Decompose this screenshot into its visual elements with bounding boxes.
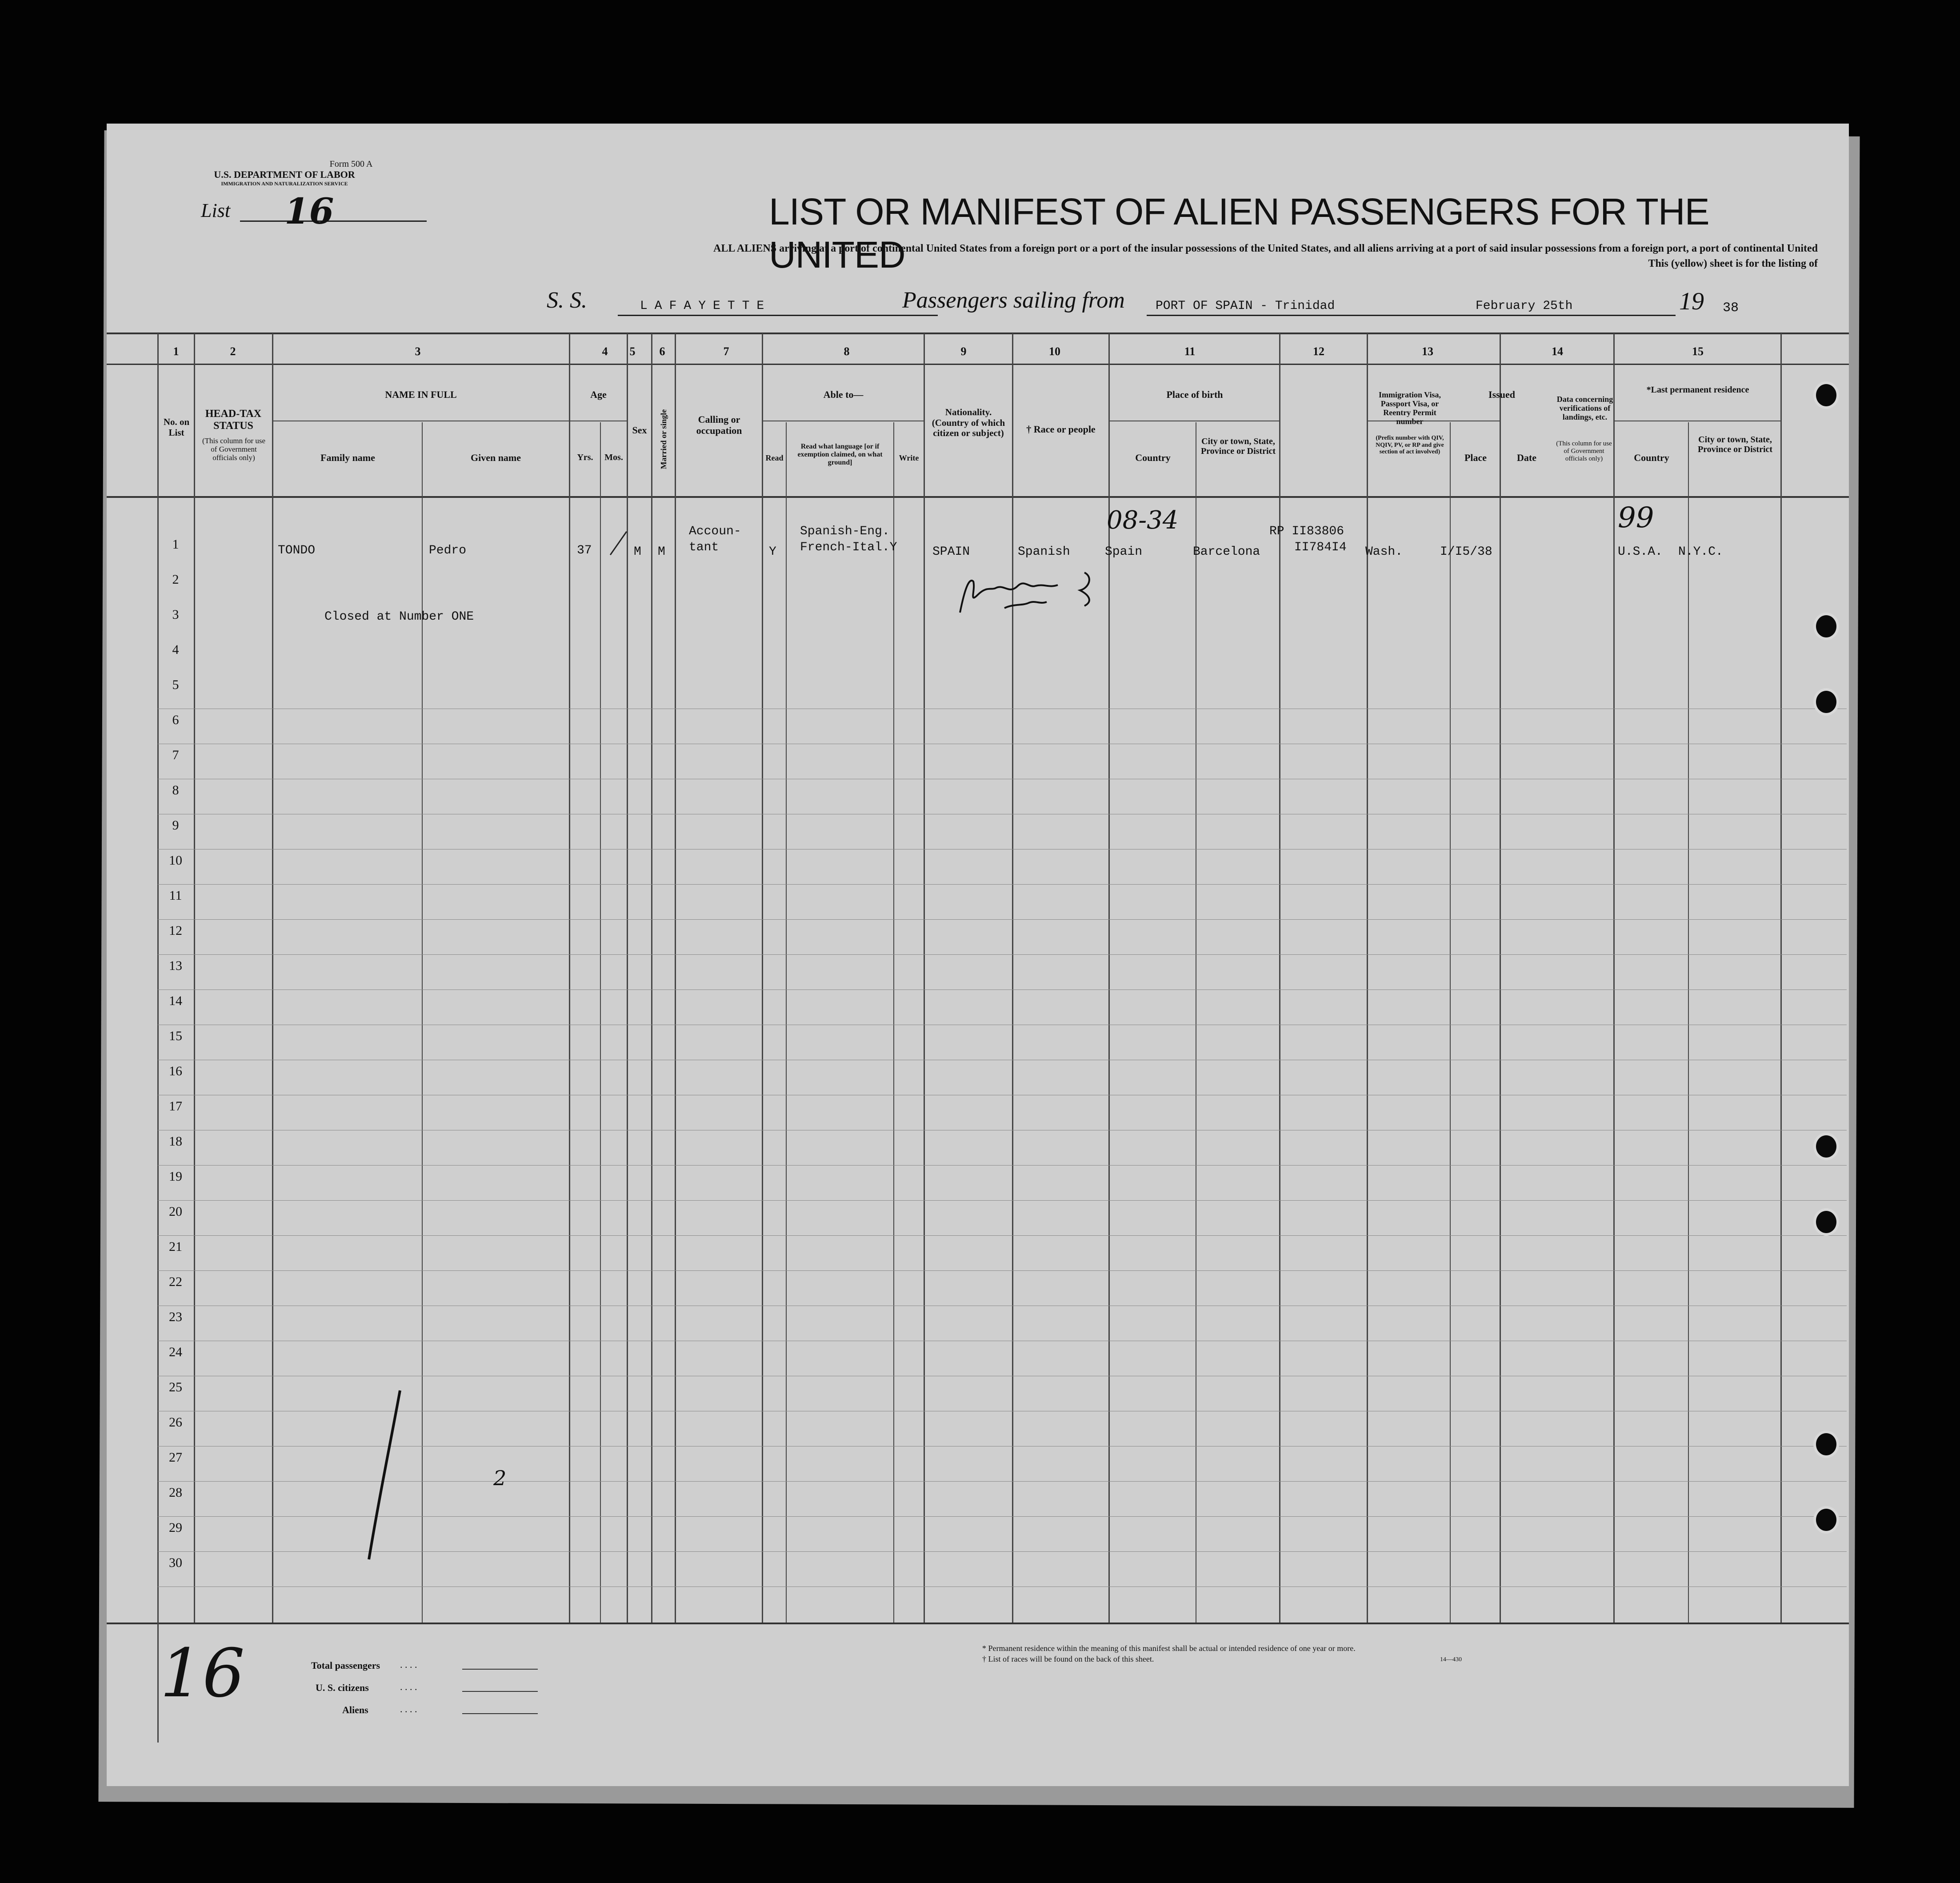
entry-occupation-line2: tant bbox=[689, 541, 719, 554]
row-number: 14 bbox=[169, 994, 182, 1008]
row-number: 16 bbox=[169, 1064, 182, 1078]
header-mos: Mos. bbox=[604, 453, 623, 462]
footnote-races: † List of races will be found on the back of this sheet. bbox=[982, 1655, 1154, 1663]
row-rule bbox=[158, 1200, 1847, 1201]
header-read: Read bbox=[765, 453, 784, 462]
aliens-dots: . . . . bbox=[400, 1703, 417, 1715]
aliens-line bbox=[462, 1713, 538, 1714]
manifest-subtitle-1: ALL ALIENS arriving at a port of continental United States from a foreign port or a port of the insular possessions of the United States, and all aliens arriving at a port of said insular possessions from a foreign port, a port of continental United bbox=[713, 243, 1818, 254]
col-divider bbox=[893, 422, 894, 1623]
sailing-label: Passengers sailing from bbox=[902, 288, 1125, 313]
row-number: 18 bbox=[169, 1134, 182, 1149]
entry-given-name: Pedro bbox=[429, 544, 467, 557]
handwritten-page-number: 16 bbox=[160, 1635, 245, 1712]
header-married-or-single: Married or single bbox=[659, 409, 668, 469]
handwritten-signature bbox=[951, 564, 1120, 626]
header-place-of-birth: Place of birth bbox=[1166, 389, 1223, 400]
col-number-12: 12 bbox=[1313, 345, 1324, 358]
header-family-name: Family name bbox=[320, 452, 375, 463]
aliens-label: Aliens bbox=[342, 1704, 368, 1715]
punch-hole bbox=[1813, 688, 1839, 716]
us-citizens-dots: . . . . bbox=[400, 1681, 417, 1692]
punch-hole bbox=[1813, 613, 1839, 640]
row-number: 20 bbox=[169, 1204, 182, 1219]
row-number: 26 bbox=[169, 1415, 182, 1430]
column-number-rule bbox=[107, 364, 1849, 365]
header-issued-date: Date bbox=[1517, 452, 1536, 463]
header-head-tax: HEAD-TAX STATUS bbox=[205, 408, 262, 432]
entry-visa-line2: II784I4 bbox=[1294, 541, 1347, 554]
handwritten-residence-mark: 99 bbox=[1618, 501, 1654, 534]
col-divider bbox=[675, 333, 676, 1623]
row-number: 11 bbox=[169, 888, 182, 903]
row-number: 22 bbox=[169, 1274, 182, 1289]
col-divider bbox=[600, 422, 601, 1623]
punch-hole bbox=[1813, 1506, 1839, 1534]
row-number: 28 bbox=[169, 1485, 182, 1500]
handwritten-birth-mark: 08-34 bbox=[1107, 506, 1179, 535]
manifest-title: LIST OR MANIFEST OF ALIEN PASSENGERS FOR THE UNITED bbox=[769, 191, 1709, 276]
footnote-residence: * Permanent residence within the meaning of this manifest shall be actual or intended residence of one year or more. bbox=[982, 1644, 1356, 1653]
col-divider bbox=[1780, 333, 1782, 1623]
header-read-language: Read what language [or if exemption claimed, on what ground] bbox=[797, 443, 883, 466]
col-divider bbox=[1500, 333, 1501, 1623]
row-rule bbox=[158, 1235, 1847, 1236]
age-months-tick bbox=[610, 531, 627, 555]
row-rule bbox=[158, 884, 1847, 885]
row-number: 5 bbox=[172, 677, 179, 692]
total-passengers-dots: . . . . bbox=[400, 1659, 417, 1670]
col-divider bbox=[569, 333, 570, 1623]
col-divider bbox=[1012, 333, 1013, 1623]
row-number: 10 bbox=[169, 853, 182, 868]
header-calling: Calling or occupation bbox=[696, 414, 742, 436]
col-divider bbox=[1613, 333, 1615, 1623]
row-number: 6 bbox=[172, 713, 179, 727]
entry-language-line1: Spanish-Eng. bbox=[800, 525, 890, 538]
col-divider bbox=[786, 422, 787, 1623]
entry-family-name: TONDO bbox=[278, 544, 316, 557]
col-number-6: 6 bbox=[659, 345, 665, 358]
row-number: 25 bbox=[169, 1380, 182, 1394]
row-number: 12 bbox=[169, 923, 182, 938]
header-age: Age bbox=[590, 389, 607, 400]
punch-hole bbox=[1813, 381, 1839, 409]
row-number: 13 bbox=[169, 958, 182, 973]
col-divider bbox=[422, 422, 423, 1623]
header-yrs: Yrs. bbox=[577, 453, 593, 462]
header-residence-city: City or town, State, Province or District bbox=[1697, 435, 1773, 455]
form-code: 14—430 bbox=[1440, 1656, 1462, 1663]
col-divider bbox=[924, 333, 925, 1623]
list-label: List bbox=[201, 200, 231, 221]
entry-occupation-line1: Accoun- bbox=[689, 525, 741, 538]
col-number-2: 2 bbox=[230, 345, 236, 358]
row-rule bbox=[158, 919, 1847, 920]
col-number-3: 3 bbox=[415, 345, 421, 358]
row-rule bbox=[158, 954, 1847, 955]
col-number-8: 8 bbox=[844, 345, 850, 358]
col-number-14: 14 bbox=[1552, 345, 1563, 358]
row-rule bbox=[158, 1165, 1847, 1166]
row-number: 29 bbox=[169, 1520, 182, 1535]
total-passengers-label: Total passengers bbox=[311, 1660, 380, 1671]
row-number: 30 bbox=[169, 1555, 182, 1570]
header-residence-country: Country bbox=[1634, 452, 1669, 463]
header-visa: Immigration Visa, Passport Visa, or Reentry Permit number bbox=[1378, 390, 1441, 426]
row-rule bbox=[158, 1481, 1847, 1482]
entry-birth-city: Barcelona bbox=[1193, 545, 1260, 559]
col-number-9: 9 bbox=[960, 345, 967, 358]
entry-read: Y bbox=[769, 545, 776, 559]
header-issued-place: Place bbox=[1464, 452, 1487, 463]
row-number: 27 bbox=[169, 1450, 182, 1465]
punch-hole bbox=[1813, 1133, 1839, 1160]
col-number-15: 15 bbox=[1692, 345, 1704, 358]
closed-note: Closed at Number ONE bbox=[324, 610, 474, 624]
entry-sex: M bbox=[634, 545, 641, 559]
header-write: Write bbox=[899, 453, 919, 462]
entry-birth-country: Spain bbox=[1105, 545, 1143, 559]
header-issued: Issued bbox=[1488, 389, 1515, 400]
entry-residence-city: N.Y.C. bbox=[1678, 545, 1723, 559]
entry-race: Spanish bbox=[1018, 545, 1070, 559]
header-visa-note: (Prefix number with QIV, NQIV, PV, or RP and give section of act involved) bbox=[1376, 435, 1444, 456]
col-divider bbox=[157, 333, 159, 1743]
row-number: 9 bbox=[172, 818, 179, 833]
entry-issued-date: I/I5/38 bbox=[1440, 545, 1492, 559]
row-number: 2 bbox=[172, 572, 179, 587]
row-number: 19 bbox=[169, 1169, 182, 1184]
header-no-on-list: No. on List bbox=[163, 417, 190, 438]
row-number: 4 bbox=[172, 642, 179, 657]
entry-age-years: 37 bbox=[577, 544, 592, 557]
col-divider bbox=[272, 333, 273, 1623]
col-number-4: 4 bbox=[602, 345, 608, 358]
header-birth-city: City or town, State, Province or District bbox=[1200, 437, 1276, 457]
col-number-11: 11 bbox=[1184, 345, 1196, 358]
entry-visa-line1: RP II83806 bbox=[1269, 525, 1344, 538]
total-passengers-line bbox=[462, 1669, 538, 1670]
punch-hole bbox=[1813, 1208, 1839, 1236]
table-top-rule bbox=[107, 333, 1849, 334]
row-rule bbox=[158, 1270, 1847, 1271]
entry-issued-place: Wash. bbox=[1365, 545, 1403, 559]
entry-nationality: SPAIN bbox=[932, 545, 970, 559]
us-citizens-line bbox=[462, 1691, 538, 1692]
list-number: 16 bbox=[284, 190, 334, 232]
col-number-7: 7 bbox=[723, 345, 729, 358]
year-suffix: 38 bbox=[1723, 300, 1739, 316]
header-landings-note: (This column for use of Government officials only) bbox=[1556, 440, 1612, 462]
date-underline bbox=[1471, 315, 1676, 316]
port-of-departure: PORT OF SPAIN - Trinidad bbox=[1156, 299, 1335, 313]
row-number: 21 bbox=[169, 1239, 182, 1254]
col-divider bbox=[1688, 422, 1689, 1623]
row-number: 3 bbox=[172, 607, 179, 622]
header-last-residence: *Last permanent residence bbox=[1646, 385, 1749, 395]
col-number-1: 1 bbox=[173, 345, 179, 358]
row-number: 23 bbox=[169, 1310, 182, 1324]
manifest-subtitle-2: This (yellow) sheet is for the listing of bbox=[1648, 258, 1818, 269]
ship-underline bbox=[618, 315, 938, 316]
row-number: 24 bbox=[169, 1345, 182, 1359]
header-landings: Data concerning verifications of landings, etc. bbox=[1556, 395, 1613, 422]
entry-language-line2: French-Ital.Y bbox=[800, 541, 897, 554]
row-number: 1 bbox=[172, 537, 179, 552]
department-label: U.S. DEPARTMENT OF LABOR bbox=[214, 169, 355, 180]
col-divider bbox=[194, 333, 195, 1623]
entry-marital-status: M bbox=[658, 545, 665, 559]
header-birth-country: Country bbox=[1135, 452, 1171, 463]
table-bottom-rule bbox=[107, 1623, 1849, 1624]
header-nationality: Nationality. (Country of which citizen or subject) bbox=[932, 407, 1005, 439]
row-number: 8 bbox=[172, 783, 179, 797]
header-sex: Sex bbox=[632, 425, 647, 436]
header-name-in-full: NAME IN FULL bbox=[385, 389, 457, 400]
row-rule bbox=[158, 1516, 1847, 1517]
col-divider bbox=[1450, 422, 1451, 1623]
col-divider bbox=[651, 333, 652, 1623]
col-divider bbox=[627, 333, 628, 1623]
row-number: 17 bbox=[169, 1099, 182, 1114]
row-number: 15 bbox=[169, 1029, 182, 1043]
sailing-date: February 25th bbox=[1476, 299, 1573, 313]
manifest-sheet bbox=[107, 124, 1849, 1786]
header-head-tax-note: (This column for use of Government officials only) bbox=[202, 437, 266, 462]
ss-label: S. S. bbox=[547, 288, 587, 313]
header-bottom-rule bbox=[107, 496, 1849, 498]
punch-hole bbox=[1813, 1430, 1839, 1458]
service-label: IMMIGRATION AND NATURALIZATION SERVICE bbox=[221, 180, 348, 187]
col-divider bbox=[1367, 333, 1368, 1623]
row-rule bbox=[158, 1551, 1847, 1552]
ship-name: LAFAYETTE bbox=[640, 299, 772, 313]
header-able-to: Able to— bbox=[823, 389, 864, 400]
entry-residence-country: U.S.A. bbox=[1618, 545, 1663, 559]
handwritten-stroke bbox=[356, 1386, 409, 1564]
form-number: Form 500 A bbox=[329, 159, 373, 169]
col-divider bbox=[762, 333, 763, 1623]
header-given-name: Given name bbox=[470, 452, 521, 463]
year-prefix: 19 bbox=[1679, 288, 1704, 315]
header-race: † Race or people bbox=[1026, 424, 1096, 435]
col-number-13: 13 bbox=[1422, 345, 1433, 358]
row-number: 7 bbox=[172, 748, 179, 762]
us-citizens-label: U. S. citizens bbox=[316, 1682, 369, 1693]
col-number-5: 5 bbox=[629, 345, 636, 358]
handwritten-tally: 2 bbox=[493, 1466, 507, 1490]
col-number-10: 10 bbox=[1049, 345, 1060, 358]
